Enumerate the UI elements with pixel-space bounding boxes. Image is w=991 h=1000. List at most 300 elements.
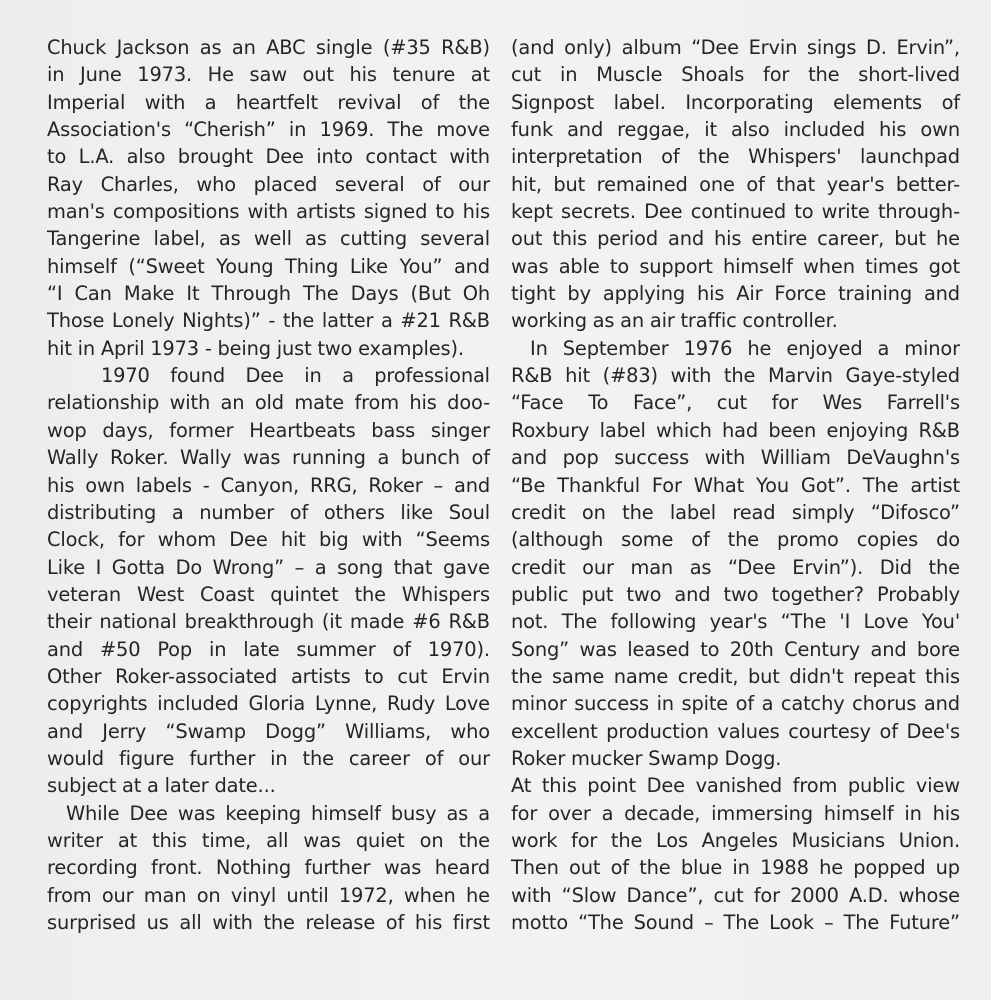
word: Tangerine	[47, 227, 141, 251]
word: Ervin”,	[896, 36, 960, 59]
word: just	[276, 336, 312, 360]
word: and	[453, 473, 490, 497]
word: Other	[47, 664, 102, 688]
word: didn't	[789, 664, 844, 688]
word: would	[47, 746, 104, 770]
word: on	[196, 883, 221, 907]
word: 1970).	[427, 637, 490, 661]
word: and	[47, 719, 84, 743]
word: label	[669, 500, 717, 524]
word: success	[614, 446, 690, 470]
word: Wrong”	[212, 555, 285, 579]
word: Ervin	[748, 36, 798, 59]
word: applying	[602, 282, 685, 306]
word: doo-	[447, 391, 490, 415]
word: copyrights	[47, 692, 148, 716]
word: who	[450, 719, 490, 743]
word: (it	[321, 610, 342, 634]
word: Probably	[877, 582, 960, 606]
word: at	[470, 63, 490, 87]
word: from	[47, 883, 92, 907]
word: in	[270, 746, 288, 770]
word: of	[392, 637, 411, 661]
word: Thankful	[557, 473, 640, 497]
word: vinyl	[230, 883, 277, 907]
word: recording	[47, 856, 138, 880]
word: Clock,	[47, 528, 105, 552]
word: –	[294, 555, 305, 579]
word: “Dee	[727, 555, 776, 579]
word: to	[700, 637, 720, 661]
word: Imperial	[47, 90, 126, 114]
word: own	[85, 473, 125, 497]
word: artists	[290, 664, 351, 688]
word: Ervin”).	[792, 555, 864, 579]
word: RRG,	[309, 473, 358, 497]
word: when	[403, 883, 456, 907]
word: secrets.	[561, 200, 636, 224]
text-line	[511, 636, 960, 663]
word: hit,	[511, 172, 542, 196]
word: –	[824, 911, 834, 934]
word: keeping	[225, 801, 301, 825]
word: the	[639, 856, 671, 880]
word: copies	[856, 528, 919, 552]
word: period	[597, 227, 658, 251]
word: Dee's	[906, 719, 960, 743]
word: heartfelt	[235, 90, 318, 114]
word: decade,	[624, 801, 701, 825]
word: labels	[135, 473, 192, 497]
word: which	[656, 418, 712, 442]
word: blue	[680, 856, 723, 880]
word: “Dee	[691, 36, 739, 59]
word: his	[714, 227, 742, 251]
word: national	[99, 610, 177, 634]
word: June	[80, 63, 122, 87]
word: two	[317, 336, 353, 360]
word: Love	[863, 610, 909, 634]
text-line	[47, 389, 490, 416]
word: of	[420, 90, 440, 114]
word: the	[511, 664, 543, 688]
word: cutting	[339, 227, 408, 251]
word: tight	[511, 282, 556, 306]
word: career	[348, 746, 410, 770]
word: Musicians	[791, 828, 885, 852]
word: the	[354, 582, 386, 606]
word: first	[452, 911, 490, 934]
word: song	[337, 555, 384, 579]
word: one	[699, 172, 735, 196]
word: himself	[47, 254, 117, 278]
word: two	[723, 582, 759, 606]
word: D.	[865, 36, 887, 59]
word: time,	[201, 828, 252, 852]
word: “The	[780, 610, 827, 634]
word: Sound	[633, 911, 694, 934]
word: from	[792, 774, 838, 798]
word: Heartbeats	[249, 418, 356, 442]
word: signed	[363, 200, 428, 224]
word: Ray	[47, 172, 83, 196]
word: his	[879, 118, 907, 142]
word: for	[118, 528, 145, 552]
word: examples).	[358, 336, 464, 360]
word: the	[698, 145, 730, 169]
word: Roker	[368, 473, 423, 497]
word: same	[551, 664, 605, 688]
word: cut	[716, 391, 747, 415]
word: a	[314, 555, 327, 579]
word: several	[420, 227, 490, 251]
word: Wally	[180, 446, 232, 470]
text-line	[511, 34, 960, 61]
word: in	[208, 637, 227, 661]
word: 1972,	[338, 883, 394, 907]
word: surprised	[47, 911, 137, 934]
word: You'	[921, 610, 960, 634]
word: revival	[337, 90, 402, 114]
word: Future”	[889, 911, 960, 934]
word: September	[562, 336, 669, 360]
word: Gaye-styled	[845, 364, 960, 388]
text-line	[511, 417, 960, 444]
word: read	[732, 500, 776, 524]
text-line	[47, 854, 490, 881]
word: running	[292, 446, 366, 470]
word: of	[691, 528, 710, 552]
word: Rudy	[386, 692, 436, 716]
word: with	[247, 200, 289, 224]
word: Swamp	[648, 746, 719, 770]
word: label.	[613, 90, 666, 114]
word: Lonely	[111, 309, 175, 333]
word: was	[242, 446, 281, 470]
word: 1976	[683, 336, 733, 360]
word: this	[152, 828, 187, 852]
text-line	[511, 198, 960, 225]
word: in	[656, 692, 674, 716]
word: latter	[321, 309, 374, 333]
word: in	[732, 856, 750, 880]
word: Incorporating	[685, 90, 814, 114]
word: Roker.	[109, 446, 169, 470]
word: former	[169, 418, 234, 442]
word: hit	[280, 528, 306, 552]
word: promo	[777, 528, 839, 552]
text-line	[511, 909, 960, 936]
word: Dance”,	[626, 883, 704, 907]
word: better-	[895, 172, 960, 196]
word: album	[621, 36, 682, 59]
word: enjoying	[826, 418, 909, 442]
word: “Face	[511, 391, 564, 415]
word: artists	[296, 200, 356, 224]
word: R&B	[448, 610, 490, 634]
word: mate	[294, 391, 345, 415]
word: A.D.	[848, 883, 889, 907]
word: and	[674, 582, 711, 606]
word: his	[47, 473, 75, 497]
word: Through	[211, 282, 291, 306]
word: man	[630, 555, 674, 579]
word: days,	[102, 418, 154, 442]
word: name	[613, 664, 669, 688]
word: the	[808, 63, 840, 87]
word: two	[626, 582, 662, 606]
word: (#35	[382, 36, 431, 59]
word: ABC	[266, 36, 306, 59]
word: only)	[564, 36, 612, 59]
word: Song”	[511, 637, 570, 661]
word: “Cherish”	[184, 118, 276, 142]
text-line	[511, 61, 960, 88]
word: with	[511, 883, 552, 907]
word: big	[319, 528, 349, 552]
word: (#83)	[602, 364, 658, 388]
word: “Difosco”	[870, 500, 960, 524]
word: of	[385, 911, 405, 934]
word: 'I	[839, 610, 851, 634]
word: through-	[877, 200, 960, 224]
word: he	[819, 856, 843, 880]
word: late	[243, 637, 280, 661]
word: singer	[430, 418, 490, 442]
word: –	[703, 911, 714, 934]
word: The	[723, 911, 760, 934]
word: to	[364, 664, 384, 688]
word: subject	[47, 774, 117, 798]
word: the	[282, 309, 315, 333]
word: (and	[511, 36, 555, 59]
word: public	[511, 582, 569, 606]
word: number	[199, 500, 275, 524]
word: #6	[412, 610, 441, 634]
word: “Be	[511, 473, 546, 497]
word: leased	[627, 637, 690, 661]
text-line	[47, 253, 490, 280]
text-line	[511, 800, 960, 827]
word: (“Sweet	[128, 254, 205, 278]
word: Got”.	[800, 473, 851, 497]
text-line	[511, 745, 960, 772]
word: reggae,	[617, 118, 691, 142]
text-line	[511, 280, 960, 307]
word: April	[100, 336, 145, 360]
word: cut	[397, 664, 428, 688]
word: short-lived	[858, 63, 960, 87]
word: Roker-associated	[115, 664, 278, 688]
text-line	[47, 280, 490, 307]
word: himself	[823, 801, 894, 825]
word: of	[746, 172, 765, 196]
word: Whispers	[401, 582, 490, 606]
word: Association's	[47, 118, 171, 142]
text-line	[511, 307, 960, 334]
word: by	[567, 282, 591, 306]
word: bunch	[400, 446, 460, 470]
word: at	[117, 828, 138, 852]
word: a	[204, 90, 217, 114]
word: also	[730, 118, 770, 142]
word: Coast	[200, 582, 255, 606]
word: Days	[350, 282, 399, 306]
word: West	[137, 582, 185, 606]
word: R&B	[448, 309, 490, 333]
word: immersing	[711, 801, 813, 825]
word: For	[651, 473, 682, 497]
text-line	[47, 745, 490, 772]
word: quiet	[355, 828, 405, 852]
word: with	[169, 391, 211, 415]
word: out	[511, 227, 543, 251]
word: 1988	[760, 856, 809, 880]
word: traffic	[680, 309, 737, 333]
word: others	[323, 500, 385, 524]
text-line	[47, 198, 490, 225]
word: Those	[47, 309, 105, 333]
word: of	[422, 172, 441, 196]
word: writer	[47, 828, 103, 852]
word: Dee	[129, 801, 168, 825]
word: and	[667, 227, 705, 251]
word: and	[47, 637, 84, 661]
word: for	[753, 883, 780, 907]
word: of	[879, 719, 898, 743]
word: up	[935, 856, 960, 880]
word: “Swamp	[165, 719, 246, 743]
word: Farrell's	[886, 391, 960, 415]
text-line	[511, 499, 960, 526]
word: some	[621, 528, 674, 552]
word: whose	[898, 883, 960, 907]
text-line	[47, 143, 490, 170]
word: as	[218, 227, 241, 251]
word: compositions	[112, 200, 240, 224]
text-line	[511, 663, 960, 690]
word: further	[189, 746, 256, 770]
word: values	[717, 719, 780, 743]
word: and	[923, 282, 960, 306]
word: this	[541, 774, 577, 798]
word: our	[101, 883, 134, 907]
word: hit	[565, 364, 590, 388]
word: us	[146, 911, 169, 934]
word: whom	[157, 528, 217, 552]
word: Then	[511, 856, 559, 880]
word: but	[747, 664, 780, 688]
word: Like	[47, 555, 86, 579]
word: well	[253, 227, 292, 251]
word: of	[661, 145, 680, 169]
text-line	[511, 472, 960, 499]
word: it	[704, 118, 717, 142]
text-line	[511, 526, 960, 553]
word: our	[458, 172, 490, 196]
word: Jerry	[102, 719, 147, 743]
word: Wally	[47, 446, 99, 470]
word: R&B)	[441, 36, 490, 59]
word: (But	[410, 282, 451, 306]
word: Oh	[462, 282, 490, 306]
text-line	[47, 362, 490, 389]
word: air	[649, 309, 675, 333]
word: the	[458, 828, 490, 852]
word: Like	[349, 254, 388, 278]
word: also	[126, 145, 166, 169]
word: credit	[511, 500, 566, 524]
word: his	[696, 282, 725, 306]
word: enjoyed	[786, 336, 863, 360]
word: -	[202, 473, 210, 497]
text-line	[511, 690, 960, 717]
word: several	[334, 172, 405, 196]
text-line	[511, 253, 960, 280]
word: “Seems	[415, 528, 490, 552]
word: 20th	[729, 637, 774, 661]
text-line	[47, 882, 490, 909]
word: remained	[596, 172, 688, 196]
word: year's	[826, 172, 885, 196]
word: write	[821, 200, 870, 224]
word: the	[610, 828, 643, 852]
word: their	[47, 610, 92, 634]
text-line	[511, 608, 960, 635]
word: mucker	[570, 746, 643, 770]
word: a	[761, 692, 774, 716]
word: launchpad	[860, 145, 960, 169]
text-line	[511, 389, 960, 416]
word: chorus	[852, 692, 917, 716]
text-line	[511, 718, 960, 745]
word: cut	[511, 63, 542, 87]
word: hit	[47, 336, 72, 360]
text-line	[511, 362, 960, 389]
word: an	[231, 36, 256, 59]
word: elements	[833, 90, 922, 114]
text-line	[47, 772, 490, 799]
word: all	[266, 828, 289, 852]
word: Nights)”	[182, 309, 261, 333]
word: credit,	[677, 664, 739, 688]
word: Roker	[511, 746, 566, 770]
word: “I	[47, 282, 63, 306]
word: William	[760, 446, 831, 470]
word: breakthrough	[184, 610, 314, 634]
word: minor	[511, 692, 567, 716]
word: Did	[879, 555, 912, 579]
word: saw	[249, 63, 287, 87]
text-line	[47, 444, 490, 471]
word: veteran	[47, 582, 122, 606]
word: our	[458, 746, 490, 770]
word: relationship	[47, 391, 160, 415]
word: to	[47, 145, 67, 169]
word: to	[435, 200, 455, 224]
word: contact	[365, 145, 437, 169]
text-line	[511, 89, 960, 116]
word: Shoals	[681, 63, 745, 87]
word: Young	[216, 254, 274, 278]
word: who	[196, 172, 236, 196]
word: in	[47, 63, 65, 87]
word: with	[704, 446, 746, 470]
word: but	[894, 227, 926, 251]
word: funk	[511, 118, 554, 142]
word: Nothing	[215, 856, 292, 880]
text-line	[47, 61, 490, 88]
